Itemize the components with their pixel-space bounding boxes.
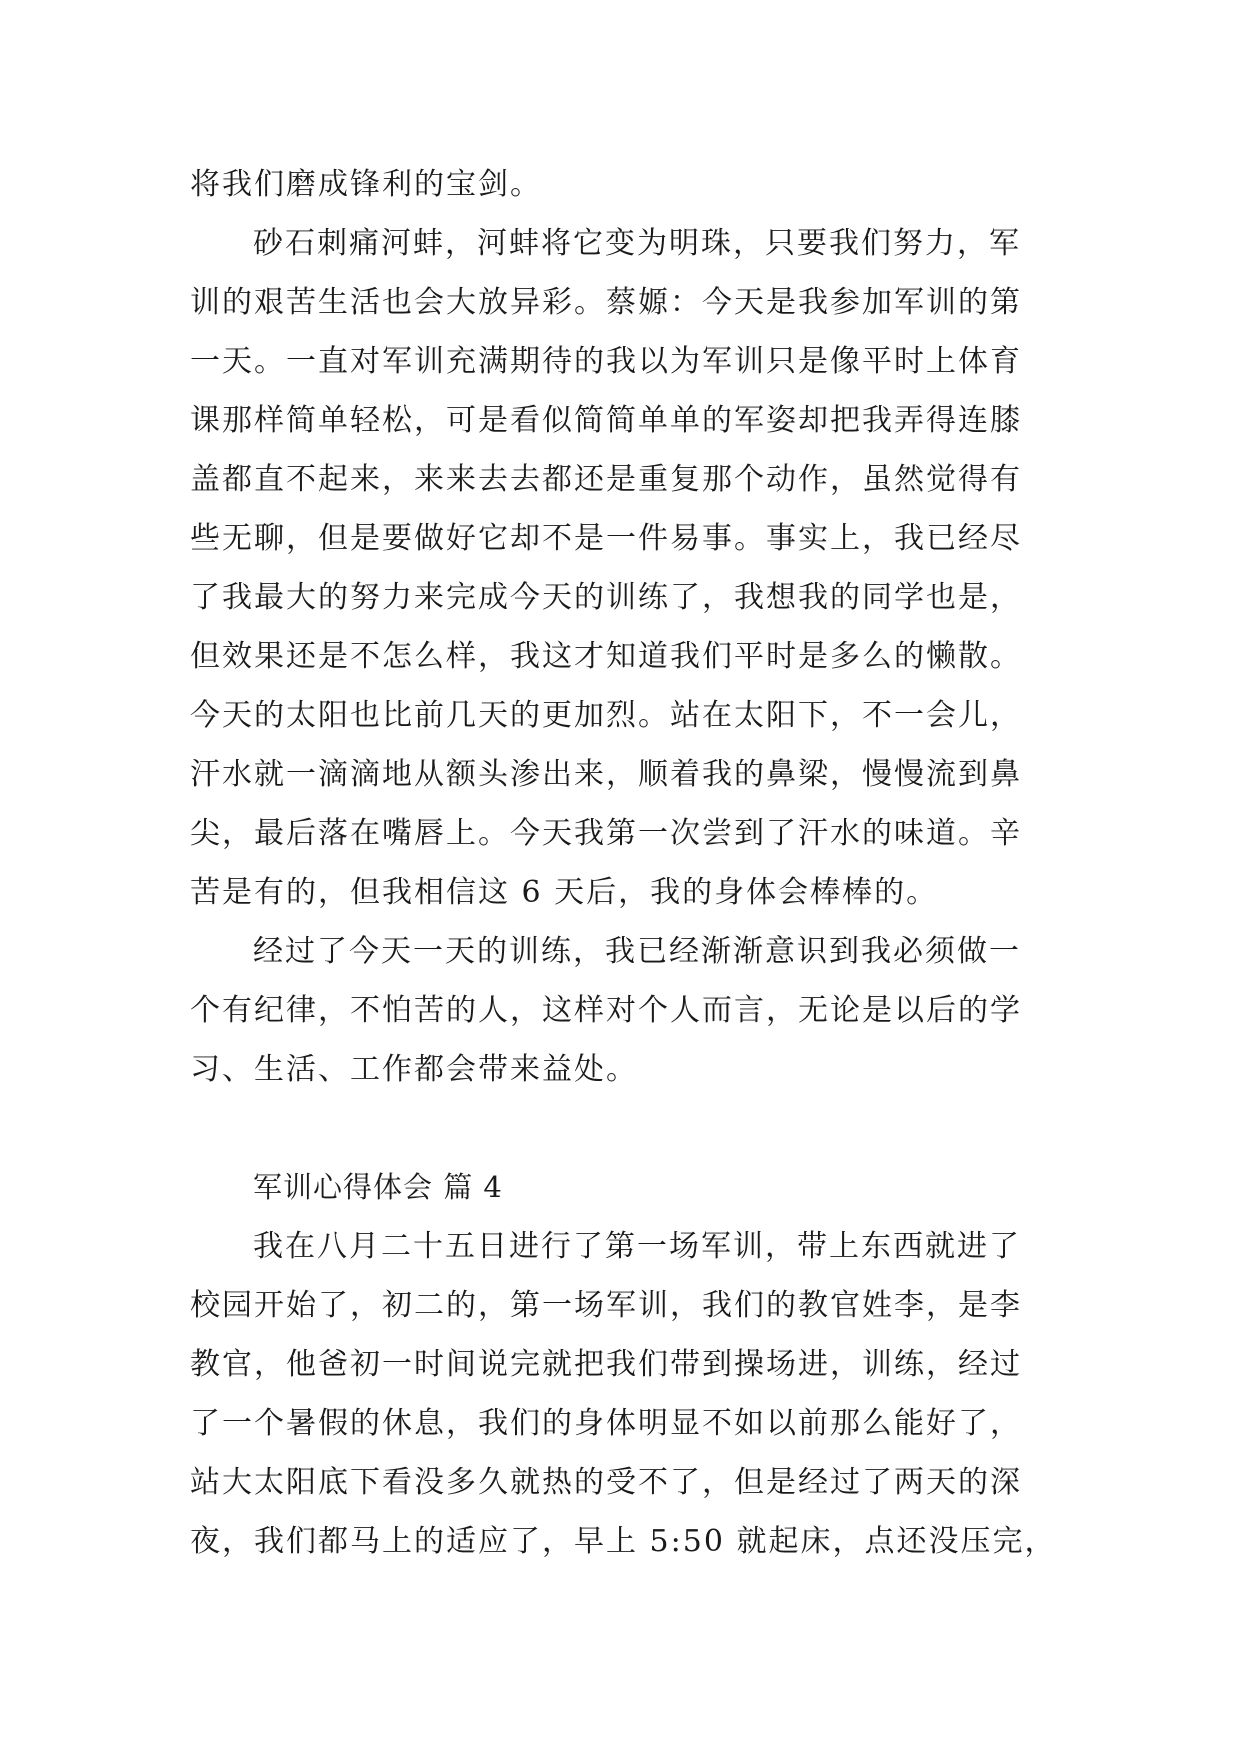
text-line: 但效果还是不怎么样，我这才知道我们平时是多么的懒散。 xyxy=(190,639,1022,674)
paragraph-gap xyxy=(190,1099,1090,1158)
section-heading: 军训心得体会 篇 4 xyxy=(253,1170,503,1204)
text-line: 盖都直不起来，来来去去都还是重复那个动作，虽然觉得有 xyxy=(190,462,1022,497)
text-line: 了一个暑假的休息，我们的身体明显不如以前那么能好了， xyxy=(190,1406,1022,1441)
paragraph-1 xyxy=(190,155,1090,214)
text-line: 将我们磨成锋利的宝剑。 xyxy=(190,167,542,202)
text-line: 校园开始了，初二的，第一场军训，我们的教官姓李，是李 xyxy=(190,1288,1022,1323)
text-line: 训的艰苦生活也会大放异彩。蔡嫄：今天是我参加军训的第 xyxy=(190,285,1022,320)
text-line: 汗水就一滴滴地从额头渗出来，顺着我的鼻梁，慢慢流到鼻 xyxy=(190,757,1022,792)
text-line: 经过了今天一天的训练，我已经渐渐意识到我必须做一 xyxy=(253,934,1021,969)
text-line: 尖，最后落在嘴唇上。今天我第一次尝到了汗水的味道。辛 xyxy=(190,816,1022,851)
paragraph-2 xyxy=(190,214,1090,922)
paragraph-3 xyxy=(190,922,1090,1099)
text-line: 夜，我们都马上的适应了，早上 5:50 就起床，点还没压完， xyxy=(190,1524,1057,1559)
text-line: 苦是有的，但我相信这 6 天后，我的身体会棒棒的。 xyxy=(190,875,939,910)
text-line: 站大太阳底下看没多久就热的受不了，但是经过了两天的深 xyxy=(190,1465,1022,1500)
text-line: 一天。一直对军训充满期待的我以为军训只是像平时上体育 xyxy=(190,344,1022,379)
document-body xyxy=(190,155,1090,1571)
text-line: 了我最大的努力来完成今天的训练了，我想我的同学也是， xyxy=(190,580,1022,615)
text-line: 砂石刺痛河蚌，河蚌将它变为明珠，只要我们努力，军 xyxy=(253,226,1021,261)
text-line: 些无聊，但是要做好它却不是一件易事。事实上，我已经尽 xyxy=(190,521,1022,556)
text-line: 习、生活、工作都会带来益处。 xyxy=(190,1052,638,1087)
text-line: 课那样简单轻松，可是看似简简单单的军姿却把我弄得连膝 xyxy=(190,403,1022,438)
text-line: 我在八月二十五日进行了第一场军训，带上东西就进了 xyxy=(253,1229,1021,1264)
text-line: 今天的太阳也比前几天的更加烈。站在太阳下，不一会儿， xyxy=(190,698,1022,733)
text-line: 教官，他爸初一时间说完就把我们带到操场进，训练，经过 xyxy=(190,1347,1022,1382)
paragraph-4 xyxy=(190,1217,1090,1571)
text-line: 个有纪律，不怕苦的人，这样对个人而言，无论是以后的学 xyxy=(190,993,1022,1028)
